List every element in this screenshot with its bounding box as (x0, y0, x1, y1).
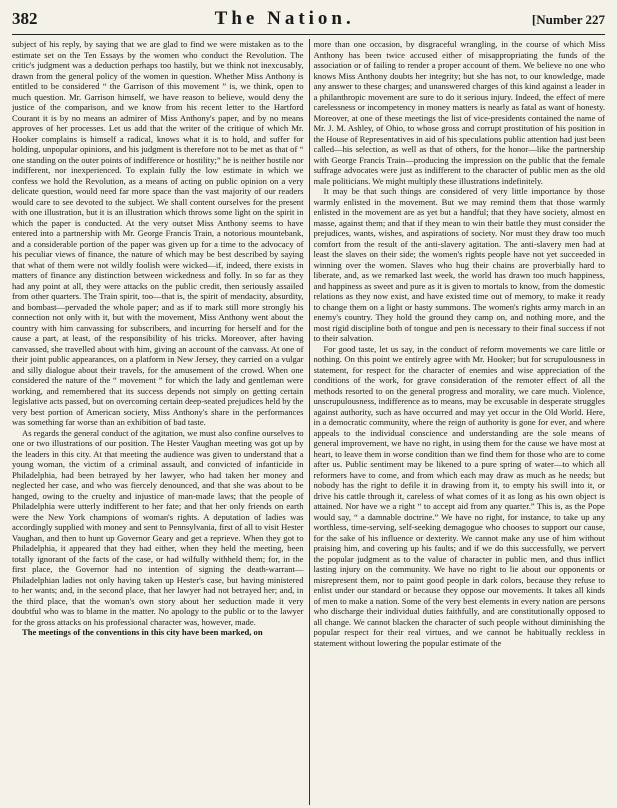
paragraph: It may be that such things are considered of very little importance by those warmly enlisted in the movement. But we may remind them that those warmly enlisted in the movement are as yet but a handful; that they have society, almost en masse, against them; and that if they mean to win their battle they must consider the prejudices, wants, wishes, and aspirations of society. Nor must they draw too much comfort from the result of the anti-slavery agitation. The anti-slavery men had at least the slaves on their side; the women's rights people have not yet succeeded in winning over the women. Slaves who hug their chains are proverbially hard to liberate, and, as we remarked last week, the world has drawn too much happiness, and happiness as sweet and pure as it is given to mortals to know, from the domestic relations as they now exist, and have existed time out of memory, to make it ready to change them on a light or hasty summons. The women's rights army march in an enemy's country. They hold the ground they camp on, and nothing more, and the most rigid discipline both of tongue and pen is necessary to their final success if not to their salvation. (313, 186, 605, 343)
page-number: 382 (12, 9, 38, 28)
journal-title: The Nation. (214, 8, 355, 29)
paragraph: For good taste, let us say, in the conduct of reform movements we care little or nothing. On this point we entirely agree with Mr. Hooker; but for scrupulousness in statement, for respect for the character of enemies and wise appreciation of the conditions of the work, for grave consideration of the remoter effect of all the methods resorted to on the general progress and morality, we care much. Violence, unscrupulousness, indifference as to means, may be excusable in desperate struggles against authority, such as have occurred and may yet occur in the Old World. Here, in a democratic community, where the reign of authority is gone for ever, and where appeals to the individual conscience and understanding are the sole means of general improvement, we have no right, in using them for the cause we have most at heart, to leave them in worse condition than we find them for those who are to come after us. Public sentiment may be likened to a pure spring of water—to which all reformers have to come, and from which each may draw as much as he needs; but nobody has the right to defile it in drawing from it, to empty his swill into it, or drive his cattle through it, careless of what comes of it as long as his own object is attained. Nor have we a right “ to accept aid from any quarter.” This is, as the Pope would say, “ a damnable doctrine.” We have no right, for instance, to take up any worthless, time-serving, self-seeking demagogue who chooses to support our cause, for the sake of his influence or dexterity. We cannot make any use of him without praising him, and covering up his faults; and if we do this successfully, we pervert the popular judgment as to the value of character in public men, and thus inflict lasting injury on the community. We have no right to lie about our opponents or misrepresent them, nor to paint good people in dark colors, because they refuse to enlist under our standard or because they oppose our movements. It takes all kinds of men to make a nation. Some of the very best elements in every nation are persons who discharge their individual duties faithfully, and are constitutionally opposed to all change. We cannot blacken the character of such people without diminishing the popular respect for their real virtues, and we cannot be habitually reckless in statement without lowering the popular estimate of the (313, 343, 605, 648)
column-rule (309, 39, 310, 805)
paragraph: As regards the general conduct of the agitation, we must also confine ourselves to one or two illustrations of our position. The Hester Vaughan meeting was got up by the leaders in this city. At that meeting the audience was given to understand that a young woman, the victim of a criminal assault, and convicted of infanticide in Philadelphia, had been betrayed by her lawyer, who had taken her money and neglected her case, and who was fiercely denounced, and that she was about to be hanged, owing to the cruelty and injustice of man-made laws; that the people of Philadelphia were utterly indifferent to her fate; and that her only friends on earth were the New York champions of woman's rights. A deputation of ladies was accordingly supplied with money and sent to Pennsylvania, first of all to visit Hester Vaughan, and then to hunt up Governor Geary and get a reprieve. When they got to Philadelphia, it appeared that they had either, when they held the meeting, been totally ignorant of the facts of the case, or had wilfully withheld them; for, in the first place, the Governor had no intention of signing the death-warrant—Philadelphian ladies not only having taken up Hester's case, but having ministered to her wants; and, in the second place, that her lawyer had not betrayed her; and, in the third place, that the woman's own story about her seduction made it very doubtful who was to blame in the matter. No apology to the public or to the lawyer for the gross attacks on his professional character was, however, made. (12, 427, 304, 627)
paragraph: subject of his reply, by saying that we are glad to find we were mistaken as to the estimate set on the Ten Essays by the women who conduct the Revolution. The critic's judgment was a deduction perhaps too hastily, but we think not inexcusably, drawn from the general policy of the women in question. Whether Miss Anthony is entitled to be considered “ the Garrison of this movement ” is, we think, open to much question. Mr. Garrison himself, we have reason to believe, would deny the justice of the comparison, and we know from his recent letter to the Hartford Courant it is by no means an admirer of Miss Anthony's paper, and by no means approves of her processes. Let us add that the writer of the critique of which Mr. Hooker complains is himself a radical, knows what it is to hold, and suffer for holding, unpopular opinions, and his judgment is therefore not to be met as that of “ one standing on the outer points of indifference or hostility;” he is neither hostile nor indifferent, nor inexperienced. To explain fully the low estimate in which we confess we hold the Revolution, as a means of acting on public opinion on a very delicate question, would need far more space than the vast majority of our readers would care to see devoted to the subject. We shall content ourselves for the present with one illustration, but it is an illustration which throws some light on the spirit in which the paper is conducted. At the very outset Miss Anthony seems to have entered into a partnership with Mr. George Francis Train, a notorious mountebank, and a considerable portion of the paper was given up for a time to the advocacy of his peculiar views of finance, the nature of which may be best described by saying that what of them were not wildly foolish were wicked—if, indeed, there exists in matters of finance any distinction between wickedness and folly. In so far as they had any point at all, they were attacks on the public credit, then seriously assailed from other quarters. The Train spirit, too—that is, the spirit of mendacity, absurdity, and bombast—pervaded the whole paper; and as if to mark still more strongly his connection not only with it, but with the movement, Miss Anthony went about the country with him canvassing for subscribers, and incurring for herself and for the cause a part, at least, of the responsibility of his tricks. Moreover, after having canvassed, she travelled about with him, giving an account of the canvass. At one of their joint public appearances, on a platform in New Jersey, they carried on a vulgar and silly dialogue about their travels, for the amusement of the crowd. When one considered the nature of the “ movement ” for which the lady and gentleman were working, and remembered that its success depends not simply on getting certain legislative acts passed, but on overcoming certain deep-seated prejudices held by the very best portion of American society, Miss Anthony's share in the performances was something far worse than an exhibition of bad taste. (12, 39, 304, 427)
left-column (12, 39, 304, 805)
issue-number: [Number 227 (531, 12, 605, 27)
right-column (314, 39, 606, 805)
paragraph: The meetings of the conventions in this city have been marked, on (22, 627, 263, 637)
paragraph: more than one occasion, by disgraceful wrangling, in the course of which Miss Anthony has been twice accused either of misappropriating the funds of the association or of failing to render a proper account of them. We believe no one who knows Miss Anthony doubts her integrity; but she has not, to our knowledge, made any answer to these charges; and unanswered charges of this kind against a leader in a philanthropic movement are sure to do it serious injury. Indeed, the effect of mere carelessness or incompetency in money matters is nearly as fatal as want of honesty. Moreover, at one of these meetings the list of vice-presidents contained the name of Mr. J. M. Ashley, of Ohio, to whose gross and corrupt prostitution of his position in the House of Representatives in aid of his speculations public attention had just been called—his selection, as well as that of others, for the honor—like the partnership with George Francis Train—producing the impression on the public that the female suffrage advocates were just as indifferent to the character of public men as the old male politicians. We might multiply these illustrations indefinitely. (313, 39, 605, 186)
masthead (12, 8, 605, 35)
article-columns (12, 39, 605, 805)
